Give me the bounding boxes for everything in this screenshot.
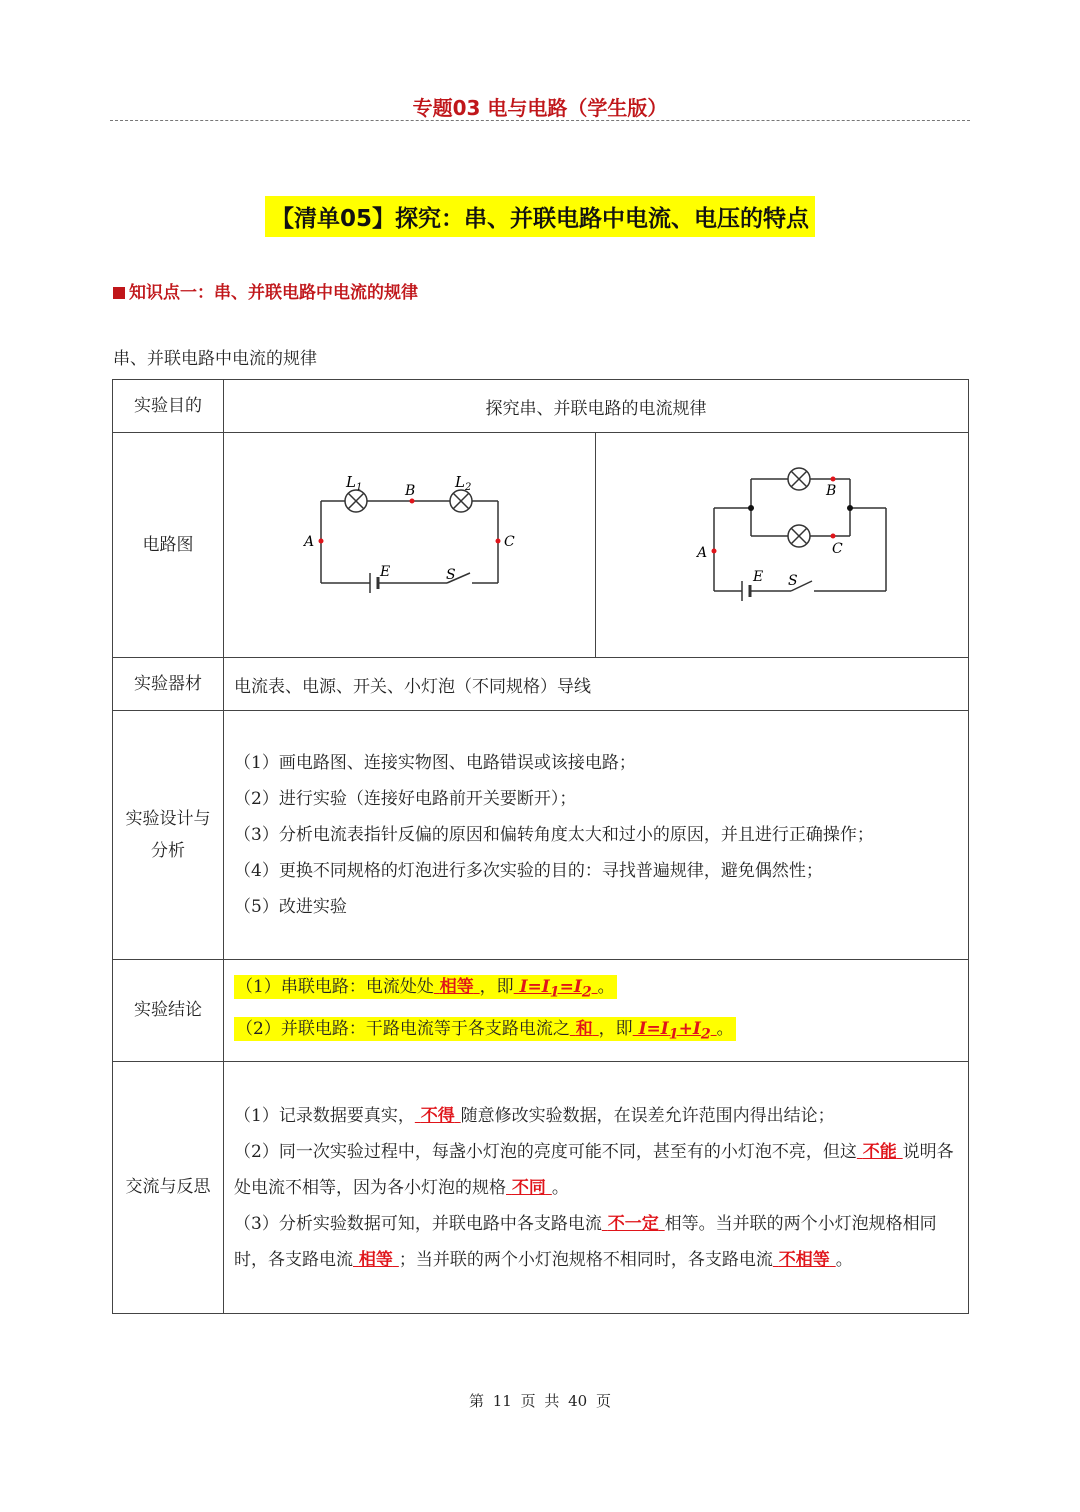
junction-left-dot [748, 505, 754, 511]
design-list [224, 711, 969, 960]
lamp-upper-icon [788, 468, 810, 490]
label-e: E [753, 569, 764, 585]
answer-blank: 不相等 [778, 1249, 830, 1270]
parallel-circuit-diagram [596, 433, 968, 652]
page-footer: 第 11 页 共 40 页 [468, 1392, 611, 1410]
row-circuit [113, 433, 969, 658]
label-l2: $L_2$ [455, 473, 472, 493]
header-divider [110, 120, 970, 121]
design-item: （3）分析电流表指针反偏的原因和偏转角度太大和过小的原因，并且进行正确操作； [234, 825, 874, 845]
section-title-text: 【清单05】探究：串、并联电路中电流、电压的特点 [265, 196, 815, 237]
answer-blank: 和 [575, 1018, 593, 1039]
formula-series: $I=I_1=I_2$ [513, 977, 592, 1001]
label-c: C [832, 541, 843, 557]
conclusion-content [224, 960, 969, 1062]
design-item: （4）更换不同规格的灯泡进行多次实验的目的：寻找普遍规律，避免偶然性； [234, 861, 823, 881]
lamp-l1-icon [345, 490, 367, 512]
row-reflection [113, 1062, 969, 1314]
answer-blank: 不能 [862, 1141, 897, 1162]
battery-icon [370, 573, 378, 593]
experiment-table [112, 379, 969, 1314]
row-equipment [113, 658, 969, 711]
series-circuit-diagram [224, 433, 595, 652]
circuit-label: 电路图 [113, 433, 224, 658]
knowledge-point-title [113, 278, 418, 303]
label-a: A [304, 534, 315, 550]
parallel-circuit-cell [596, 433, 969, 658]
answer-blank: 不一定 [607, 1213, 659, 1234]
label-s: S [446, 567, 456, 583]
reflection-item: （3）分析实验数据可知，并联电路中各支路电流 不一定 相等。当并联的两个小灯泡规格相同时，各支路电流 相等 ；当并联的两个小灯泡规格不相同时，各支路电流 不相等 。 [234, 1213, 937, 1270]
reflection-content [224, 1062, 969, 1314]
purpose-label: 实验目的 [113, 380, 224, 433]
lamp-l2-icon [450, 490, 472, 512]
junction-right-dot [847, 505, 853, 511]
knowledge-point-text: 知识点一：串、并联电路中电流的规律 [129, 283, 418, 303]
reflection-item: （2）同一次实验过程中，每盏小灯泡的亮度可能不同，甚至有的小灯泡不亮，但这 不能 说明各处电流不相等，因为各小灯泡的规格 不同 。 [234, 1141, 954, 1198]
reflection-label: 交流与反思 [113, 1062, 224, 1314]
document-header-title: 专题03 电与电路（学生版） [412, 96, 668, 120]
equipment-label: 实验器材 [113, 658, 224, 711]
lamp-lower-icon [788, 525, 810, 547]
point-a-dot [319, 539, 324, 544]
conclusion-line-1: （1）串联电路：电流处处 相等 ，即 $I=I_1=I_2$ 。 [236, 977, 615, 1001]
point-c-dot [496, 539, 501, 544]
point-c-dot [831, 534, 836, 539]
formula-parallel: $I=I_1+I_2$ [632, 1018, 711, 1042]
point-b-dot [831, 477, 836, 482]
design-item: （1）画电路图、连接实物图、电路错误或该接电路； [234, 753, 636, 773]
design-label: 实验设计与 分析 [113, 711, 224, 960]
design-item: （2）进行实验（连接好电路前开关要断开）； [234, 789, 577, 809]
row-conclusion [113, 960, 969, 1062]
purpose-value: 探究串、并联电路的电流规律 [224, 380, 969, 433]
label-s: S [788, 573, 798, 589]
point-b-dot [410, 499, 415, 504]
answer-blank: 不同 [511, 1177, 546, 1198]
intro-text: 串、并联电路中电流的规律 [113, 349, 317, 369]
row-design [113, 711, 969, 960]
point-a-dot [712, 549, 717, 554]
conclusion-label: 实验结论 [113, 960, 224, 1062]
square-bullet-icon [113, 287, 125, 299]
answer-blank: 不得 [420, 1105, 455, 1126]
series-circuit-cell [224, 433, 596, 658]
equipment-value: 电流表、电源、开关、小灯泡（不同规格）导线 [224, 658, 969, 711]
row-purpose [113, 380, 969, 433]
label-b: B [405, 483, 416, 499]
conclusion-line-2: （2）并联电路：干路电流等于各支路电流之 和 ，即 $I=I_1+I_2$ 。 [236, 1018, 734, 1042]
answer-blank: 相等 [439, 977, 474, 998]
label-e: E [380, 564, 391, 580]
section-title [0, 196, 1080, 237]
label-b: B [826, 483, 837, 499]
design-item: （5）改进实验 [234, 897, 347, 917]
label-a: A [697, 545, 708, 561]
reflection-item: （1）记录数据要真实， 不得 随意修改实验数据，在误差允许范围内得出结论； [234, 1105, 835, 1126]
label-l1: $L_1$ [346, 473, 363, 493]
battery-icon [742, 581, 750, 601]
label-c: C [504, 534, 515, 550]
answer-blank: 相等 [358, 1249, 393, 1270]
